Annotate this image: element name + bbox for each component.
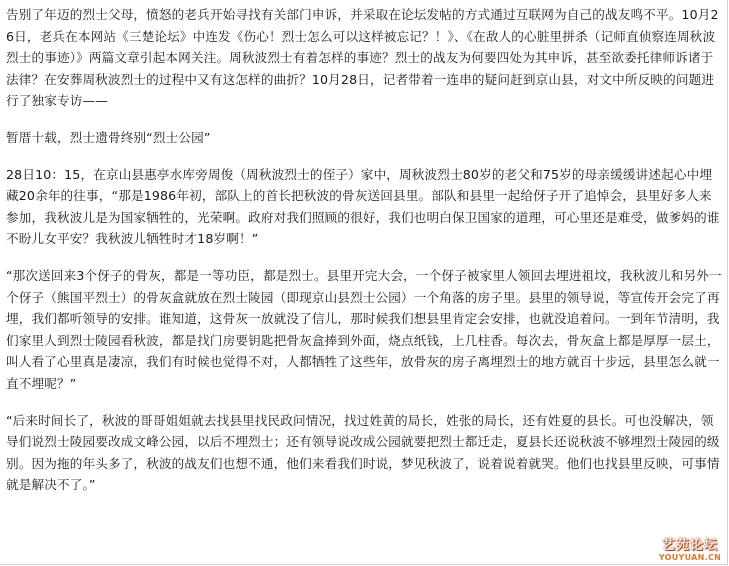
paragraph-gap bbox=[6, 250, 722, 265]
paragraph-gap bbox=[6, 149, 722, 164]
watermark-title: 艺苑论坛 bbox=[661, 538, 718, 553]
paragraph-petition: “后来时间长了，秋波的哥哥姐姐就去找县里找民政问情况，找过姓黄的局长，姓张的局长，还有姓夏的县长。可也没解决，领导们说烈士陵园要改成文峰公园，以后不埋烈士；还有领导说改成公园就要把烈士都迁走，夏县长还说秋波不够埋烈士陵园的级别。因为拖的年头多了，秋波的战友们也想不通，他们来看我们时说，梦见秋波了，说着说着就哭。他们也找县里反映，可事情就是解决不了。” bbox=[6, 412, 720, 493]
paragraph-ashes-story: “那次送回来3个伢子的骨灰，都是一等功臣，都是烈士。县里开完大会，一个伢子被家里人领回去埋进祖坟，我秋波儿和另外一个伢子（熊国平烈士）的骨灰盒就放在烈士陵园（即现京山县烈士公园）一个角落的房子里。县里的领导说，等宣传开会完了再埋，我们都听领导的安排。谁知道，这骨灰一放就没了信儿，那时候我们想县里肯定会安排，也就没追着问。一到年节清明，我们家里人到烈士陵园看秋波，都是找门房要钥匙把骨灰盒捧到外面，烧点纸钱，上几柱香。每次去，骨灰盒上都是厚厚一层土，叫人看了心里真是凄凉，我们有时候也觉得不对，人都牺牲了这些年，放骨灰的房子离埋烈士的地方就百十步远，县里怎么就一直不埋呢？” bbox=[6, 267, 722, 391]
paragraph-gap bbox=[6, 112, 722, 127]
paragraph-intro: 告别了年迈的烈士父母，愤怒的老兵开始寻找有关部门申诉，并采取在论坛发帖的方式通过互联网为自己的战友鸣不平。10月26日，老兵在本网站《三楚论坛》中连发《伤心！烈士怎么可以这样被忘记？！》、《在敌人的心脏里拼杀（记师直侦察连周秋波烈士的事迹）》两篇文章引起本网关注。周秋波烈士有着怎样的事迹？烈士的战友为何要四处为其申诉，甚至欲委托律师诉诸于法律？在安葬周秋波烈士的过程中又有这怎样的曲折？10月28日，记者带着一连串的疑问赶到京山县，对文中所反映的问题进行了独家专访—— bbox=[6, 7, 719, 109]
paragraph-gap bbox=[6, 395, 722, 410]
paragraph-parents-account: 28日10：15，在京山县惠亭水库旁周俊（周秋波烈士的侄子）家中，周秋波烈士80岁的老父和75岁的母亲缓缓讲述起心中埋藏20余年的往事，“那是1986年初，部队上的首长把秋波的骨灰送回县里。部队和县里一起给伢子开了追悼会，县里好多人来参加，我秋波儿是为国家牺牲的，光荣啊。政府对我们照顾的很好，我们也明白保卫国家的道理，可心里还是难受，做爹妈的谁不盼儿女平安？我秋波儿牺牲时才18岁啊！” bbox=[6, 166, 720, 247]
section-heading: 暂厝十载，烈士遗骨终别“烈士公园” bbox=[6, 129, 211, 145]
watermark-url: YOUYUAN.CN bbox=[658, 553, 722, 562]
article-body bbox=[6, 4, 722, 496]
site-watermark-logo bbox=[657, 534, 723, 562]
